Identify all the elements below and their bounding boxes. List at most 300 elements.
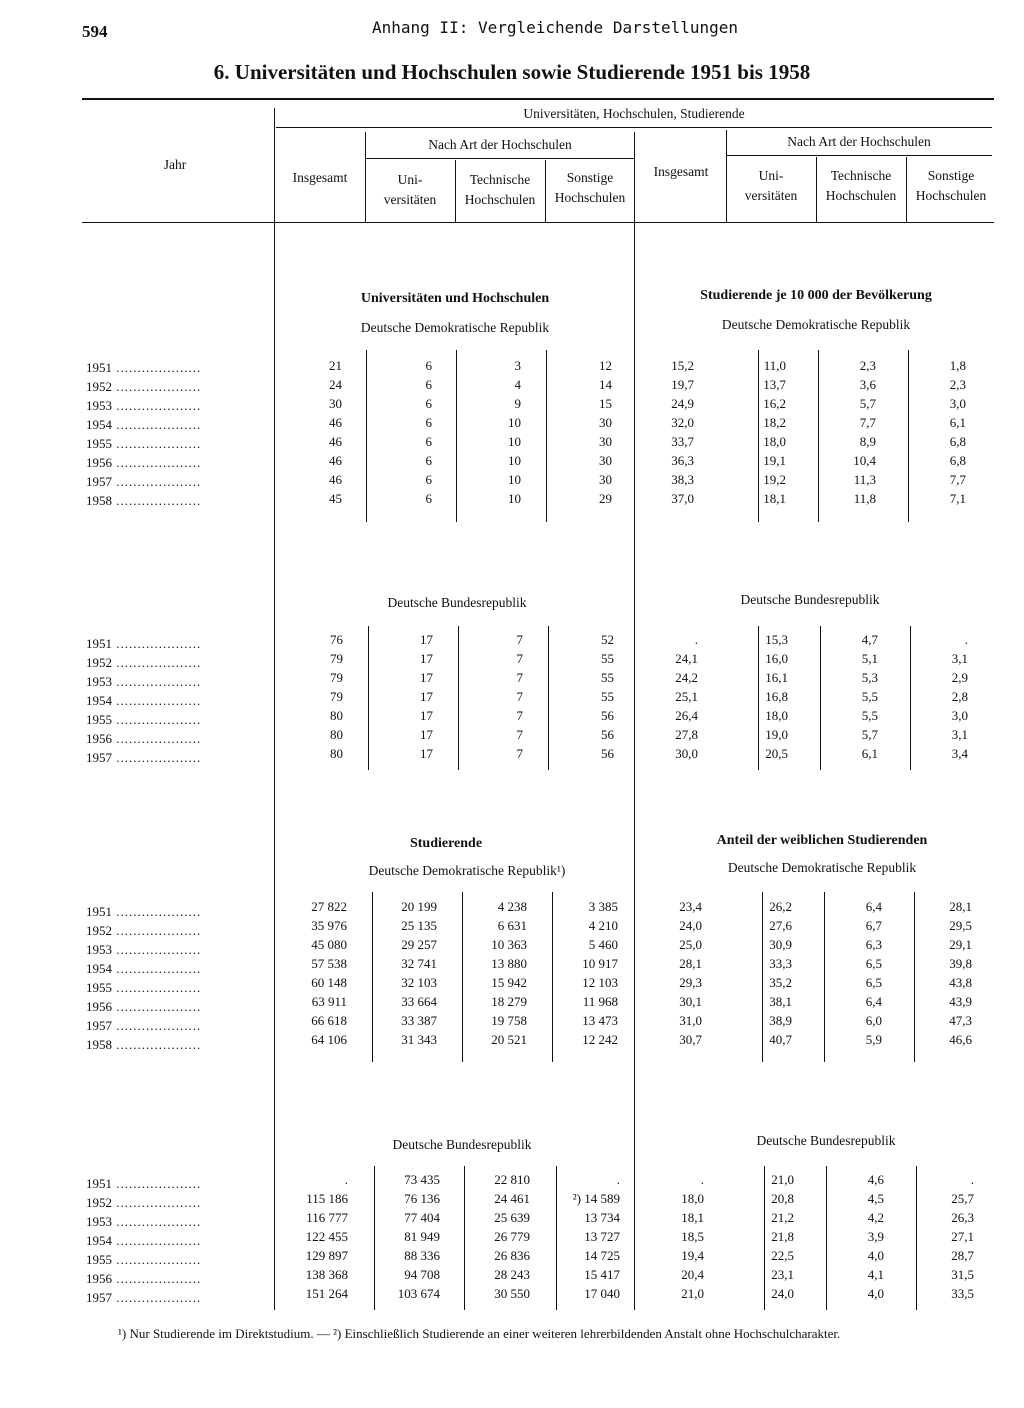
year-label [86,1252,201,1268]
table-cell: 5,1 [861,651,878,666]
table-cell: 55 [601,689,614,704]
year-value: 1952 [86,923,112,938]
year-value: 1956 [86,731,112,746]
table-cell: . [616,1172,620,1187]
header-tech-line2: Hochschulen [464,192,536,207]
table-cell: 35 976 [311,918,347,933]
table-cell: 29,1 [949,937,972,952]
header-art-rule-left [366,158,634,159]
table-cell: 6 [425,434,432,449]
table-cell: 7 [516,746,523,761]
header-tech-line2: Hochschulen [825,188,897,203]
table-cell: 103 674 [397,1286,440,1301]
table-cell: 33 387 [401,1013,437,1028]
table-cell: 7 [516,708,523,723]
table-cell: 6,5 [865,975,882,990]
table-cell: 30 550 [494,1286,530,1301]
table-cell: . [700,1172,704,1187]
year-value: 1954 [86,1233,112,1248]
year-label [86,1195,201,1211]
table-cell: 7 [516,727,523,742]
year-label [86,1176,201,1192]
section-subtitle-right: Deutsche Demokratische Republik [721,317,911,332]
table-cell: 19,0 [765,727,788,742]
table-cell: 80 [330,746,343,761]
table-cell: 24 [329,377,342,392]
table-cell: 5,5 [861,689,878,704]
table-cell: ²) 14 589 [572,1191,620,1206]
table-cell: 21,0 [681,1286,704,1301]
table-cell: 6 [425,472,432,487]
table-cell: 30,0 [675,746,698,761]
table-cell: 116 777 [306,1210,348,1225]
section-subtitle-left: Deutsche Bundesrepublik [392,1137,532,1152]
table-cell: 25,1 [675,689,698,704]
year-value: 1954 [86,417,112,432]
year-label [86,1271,201,1287]
running-head: Anhang II: Vergleichende Darstellungen [372,18,739,37]
table-cell: 88 336 [404,1248,440,1263]
table-cell: 3,6 [859,377,876,392]
table-cell: 6 [425,358,432,373]
table-cell: 18,0 [765,708,788,723]
table-cell: 30 [329,396,342,411]
table-cell: 15 [599,396,612,411]
year-value: 1951 [86,904,112,919]
table-cell: 15,2 [671,358,694,373]
table-cell: 21 [329,358,342,373]
table-cell: 24,9 [671,396,694,411]
year-value: 1951 [86,636,112,651]
table-cell: 8,9 [859,434,876,449]
leader-dots: .................... [112,712,202,727]
table-cell: 5,7 [859,396,876,411]
table-cell: 38,9 [769,1013,792,1028]
table-cell: 23,1 [771,1267,794,1282]
table-cell: 4,6 [867,1172,884,1187]
table-cell: 26 836 [494,1248,530,1263]
table-cell: 17 [420,670,433,685]
table-cell: 7,7 [859,415,876,430]
section-subtitle-right: Deutsche Bundesrepublik [756,1133,896,1148]
leader-dots: .................... [112,360,202,375]
table-cell: 18,5 [681,1229,704,1244]
section-subtitle-right: Deutsche Demokratische Republik [727,860,917,875]
table-cell: 2,3 [949,377,966,392]
header-bottom-rule [82,222,994,223]
year-label [86,1290,201,1306]
year-label [86,655,201,671]
table-cell: 3,9 [867,1229,884,1244]
table-cell: 6,8 [949,453,966,468]
year-label [86,436,201,452]
table-cell: 33,5 [951,1286,974,1301]
year-value: 1955 [86,712,112,727]
table-cell: 23,4 [679,899,702,914]
year-label [86,1037,201,1053]
table-cell: 25 135 [401,918,437,933]
table-cell: 32 741 [401,956,437,971]
table-cell: 15 417 [584,1267,620,1282]
table-cell: 28 243 [494,1267,530,1282]
table-cell: 7,1 [949,491,966,506]
year-label [86,360,201,376]
header-insgesamt-left: Insgesamt [292,170,348,185]
table-cell: 21,2 [771,1210,794,1225]
header-technische-right [817,166,905,206]
year-value: 1958 [86,1037,112,1052]
table-cell: 12 103 [582,975,618,990]
table-cell: 43,9 [949,994,972,1009]
table-cell: 7 [516,689,523,704]
year-value: 1957 [86,474,112,489]
table-cell: 16,1 [765,670,788,685]
section-title-right: Studierende je 10 000 der Bevölkerung [700,288,932,303]
header-sonst-line1: Sonstige [566,170,614,185]
table-cell: 25,7 [951,1191,974,1206]
table-cell: 5,9 [865,1032,882,1047]
table-cell: 52 [601,632,614,647]
header-uni-line2: versitäten [383,192,437,207]
table-cell: 3,0 [951,708,968,723]
table-cell: 11,8 [853,491,876,506]
table-cell: 16,8 [765,689,788,704]
table-cell: 6 [425,415,432,430]
table-cell: 26,4 [675,708,698,723]
table-cell: 6,3 [865,937,882,952]
table-cell: 80 [330,727,343,742]
table-cell: 30,7 [679,1032,702,1047]
table-cell: 31,0 [679,1013,702,1028]
table-cell: . [344,1172,348,1187]
leader-dots: .................... [112,999,202,1014]
table-cell: 37,0 [671,491,694,506]
table-cell: 24 461 [494,1191,530,1206]
table-cell: 19,7 [671,377,694,392]
table-cell: 129 897 [305,1248,348,1263]
table-cell: 29 257 [401,937,437,952]
leader-dots: .................... [112,436,202,451]
table-cell: 27 822 [311,899,347,914]
table-cell: 6,5 [865,956,882,971]
table-cell: 10 [508,415,521,430]
table-cell: 30 [599,453,612,468]
leader-dots: .................... [112,1290,202,1305]
table-cell: 7,7 [949,472,966,487]
table-cell: 6,0 [865,1013,882,1028]
year-value: 1954 [86,693,112,708]
table-cell: 56 [601,708,614,723]
table-cell: 43,8 [949,975,972,990]
table-cell: 20 199 [401,899,437,914]
table-cell: 46 [329,434,342,449]
header-uni-line2: versitäten [744,188,798,203]
table-cell: 26,2 [769,899,792,914]
leader-dots: .................... [112,1176,202,1191]
table-cell: 22 810 [494,1172,530,1187]
year-label [86,493,201,509]
table-cell: 18,0 [681,1191,704,1206]
year-label [86,1233,201,1249]
table-cell: 6,4 [865,899,882,914]
year-label [86,712,201,728]
year-label [86,904,201,920]
year-label [86,731,201,747]
year-value: 1954 [86,961,112,976]
table-cell: 15 942 [491,975,527,990]
leader-dots: .................... [112,674,202,689]
table-cell: 5 460 [588,937,618,952]
year-value: 1951 [86,360,112,375]
leader-dots: .................... [112,636,202,651]
year-label [86,1214,201,1230]
section-title-left: Universitäten und Hochschulen [360,291,550,306]
table-cell: 27,1 [951,1229,974,1244]
table-cell: 13 734 [584,1210,620,1225]
table-cell: 5,7 [861,727,878,742]
year-label [86,379,201,395]
table-cell: 10 [508,472,521,487]
header-tech-line1: Technische [469,172,531,187]
section-subtitle-left: Deutsche Demokratische Republik¹) [368,863,566,878]
header-jahr: Jahr [163,157,187,172]
table-cell: 57 538 [311,956,347,971]
year-label [86,417,201,433]
table-cell: 4,5 [867,1191,884,1206]
table-cell: 13 727 [584,1229,620,1244]
year-value: 1956 [86,455,112,470]
year-label [86,961,201,977]
table-cell: 9 [514,396,521,411]
table-cell: 38,3 [671,472,694,487]
leader-dots: .................... [112,493,202,508]
table-cell: 76 [330,632,343,647]
header-uni-line1: Uni- [758,168,784,183]
table-cell: 33,3 [769,956,792,971]
table-cell: 32,0 [671,415,694,430]
header-universitaeten-left [366,170,454,210]
table-cell: 33,7 [671,434,694,449]
table-cell: 7 [516,651,523,666]
leader-dots: .................... [112,750,202,765]
table-cell: 55 [601,670,614,685]
table-cell: 3,1 [951,651,968,666]
table-cell: 36,3 [671,453,694,468]
table-cell: 32 103 [401,975,437,990]
table-cell: 60 148 [311,975,347,990]
leader-dots: .................... [112,474,202,489]
table-cell: 12 242 [582,1032,618,1047]
table-cell: 45 [329,491,342,506]
year-label [86,1018,201,1034]
section-subtitle-right: Deutsche Bundesrepublik [740,592,880,607]
table-cell: 80 [330,708,343,723]
year-label [86,693,201,709]
table-cell: 30,1 [679,994,702,1009]
table-cell: 38,1 [769,994,792,1009]
table-cell: 13 473 [582,1013,618,1028]
table-cell: 4 [514,377,521,392]
year-value: 1953 [86,398,112,413]
table-cell: 33 664 [401,994,437,1009]
section-subtitle-left: Deutsche Bundesrepublik [387,595,527,610]
table-cell: 6,1 [949,415,966,430]
table-cell: 30 [599,472,612,487]
table-cell: 2,3 [859,358,876,373]
table-cell: 76 136 [404,1191,440,1206]
section-title-left: Studierende [409,836,483,851]
table-cell: 5,3 [861,670,878,685]
year-label [86,942,201,958]
table-cell: 4,1 [867,1267,884,1282]
year-value: 1955 [86,1252,112,1267]
table-cell: 46,6 [949,1032,972,1047]
table-cell: 7 [516,632,523,647]
year-label [86,674,201,690]
table-cell: 6 [425,491,432,506]
table-cell: 17 [420,708,433,723]
table-cell: 79 [330,651,343,666]
year-value: 1957 [86,1290,112,1305]
table-cell: 17 [420,632,433,647]
header-tech-line1: Technische [830,168,892,183]
table-cell: 6 [425,377,432,392]
header-art-rule-right [726,155,992,156]
leader-dots: .................... [112,693,202,708]
header-top-rule [82,98,994,100]
table-cell: 20,4 [681,1267,704,1282]
table-cell: 94 708 [404,1267,440,1282]
table-cell: 151 264 [305,1286,348,1301]
table-cell: 81 949 [404,1229,440,1244]
header-nach-art-left: Nach Art der Hochschulen [428,137,572,152]
table-cell: 16,2 [763,396,786,411]
year-value: 1953 [86,674,112,689]
table-cell: 28,7 [951,1248,974,1263]
table-cell: 29,3 [679,975,702,990]
leader-dots: .................... [112,655,202,670]
leader-dots: .................... [112,923,202,938]
header-sonst-line2: Hochschulen [915,188,987,203]
table-cell: 56 [601,727,614,742]
leader-dots: .................... [112,1037,202,1052]
table-cell: 35,2 [769,975,792,990]
table-cell: 19,1 [763,453,786,468]
year-value: 1955 [86,436,112,451]
year-value: 1952 [86,655,112,670]
table-cell: 4,0 [867,1286,884,1301]
year-value: 1953 [86,942,112,957]
year-label [86,398,201,414]
table-cell: 4,7 [861,632,878,647]
table-cell: 10,4 [853,453,876,468]
table-cell: 4,2 [867,1210,884,1225]
table-cell: 20,5 [765,746,788,761]
table-cell: 20,8 [771,1191,794,1206]
table-cell: 55 [601,651,614,666]
table-cell: 6,4 [865,994,882,1009]
table-cell: 15,3 [765,632,788,647]
table-cell: 27,6 [769,918,792,933]
table-cell: 28,1 [949,899,972,914]
table-cell: 18 279 [491,994,527,1009]
table-cell: 29 [599,491,612,506]
table-cell: 3 385 [588,899,618,914]
leader-dots: .................... [112,1018,202,1033]
table-cell: 10 [508,491,521,506]
year-label [86,750,201,766]
leader-dots: .................... [112,1252,202,1267]
leader-dots: .................... [112,398,202,413]
year-label [86,999,201,1015]
table-cell: 24,0 [679,918,702,933]
table-cell: 14 [599,377,612,392]
leader-dots: .................... [112,942,202,957]
year-label [86,980,201,996]
table-cell: 12 [599,358,612,373]
section-subtitle-left: Deutsche Demokratische Republik [360,320,550,335]
table-cell: 3 [514,358,521,373]
year-value: 1956 [86,999,112,1014]
table-cell: 2,9 [951,670,968,685]
table-cell: 46 [329,453,342,468]
table-cell: 138 368 [305,1267,348,1282]
table-cell: 21,0 [771,1172,794,1187]
table-cell: 6 [425,453,432,468]
table-cell: 1,8 [949,358,966,373]
table-cell: 4,0 [867,1248,884,1263]
table-cell: 29,5 [949,918,972,933]
table-cell: 46 [329,472,342,487]
header-universitaeten-right [727,166,815,206]
table-cell: 6,7 [865,918,882,933]
table-cell: 28,1 [679,956,702,971]
table-cell: 56 [601,746,614,761]
table-cell: 10 917 [582,956,618,971]
table-cell: 17 [420,689,433,704]
table-cell: 3,1 [951,727,968,742]
table-cell: 17 [420,746,433,761]
table-cell: 18,0 [763,434,786,449]
table-cell: 24,2 [675,670,698,685]
table-cell: 39,8 [949,956,972,971]
table-cell: 18,1 [763,491,786,506]
table-cell: 30 [599,434,612,449]
table-cell: 10 363 [491,937,527,952]
table-cell: 40,7 [769,1032,792,1047]
table-cell: 25,0 [679,937,702,952]
table-cell: 21,8 [771,1229,794,1244]
table-cell: . [694,632,698,647]
leader-dots: .................... [112,904,202,919]
table-cell: 6 [425,396,432,411]
table-cell: 24,1 [675,651,698,666]
table-cell: 46 [329,415,342,430]
table-cell: 20 521 [491,1032,527,1047]
table-cell: 47,3 [949,1013,972,1028]
table-cell: 66 618 [311,1013,347,1028]
year-value: 1953 [86,1214,112,1229]
table-cell: 64 106 [311,1032,347,1047]
year-value: 1952 [86,379,112,394]
table-cell: 11,3 [853,472,876,487]
table-title: 6. Universitäten und Hochschulen sowie Studierende 1951 bis 1958 [213,60,811,84]
table-cell: 30,9 [769,937,792,952]
table-cell: 22,5 [771,1248,794,1263]
table-cell: 7 [516,670,523,685]
year-value: 1957 [86,750,112,765]
table-cell: 24,0 [771,1286,794,1301]
